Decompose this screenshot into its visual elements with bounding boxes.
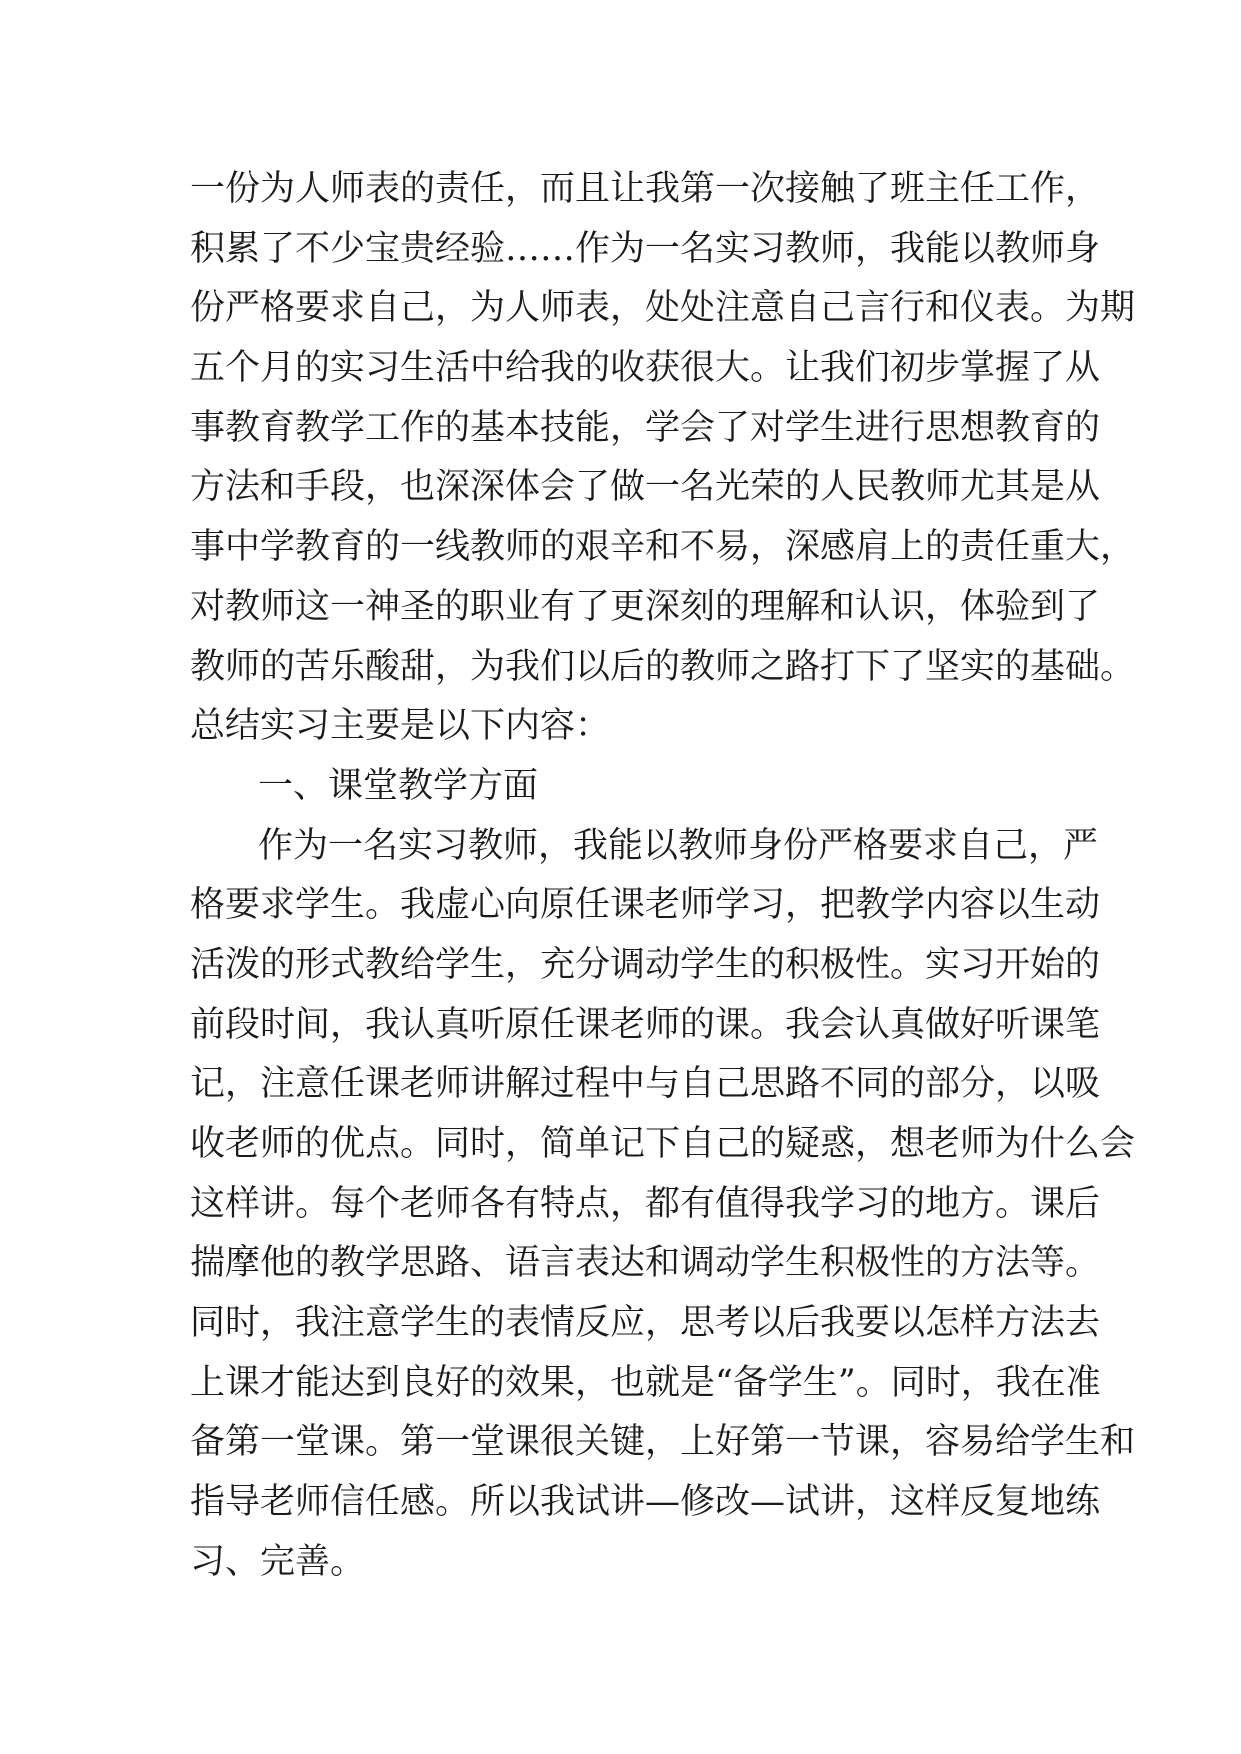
text-line: 方法和手段，也深深体会了做一名光荣的人民教师尤其是从 bbox=[190, 467, 1101, 508]
section-heading: 一、课堂教学方面 bbox=[258, 765, 539, 806]
text-line: 备第一堂课。第一堂课很关键，上好第一节课，容易给学生和 bbox=[190, 1422, 1136, 1463]
text-line: 事中学教育的一线教师的艰辛和不易，深感肩上的责任重大， bbox=[190, 527, 1136, 568]
text-line: 收老师的优点。同时，简单记下自己的疑惑，想老师为什么会 bbox=[190, 1124, 1136, 1164]
body-text bbox=[190, 160, 1136, 1593]
text-line: 同时，我注意学生的表情反应，思考以后我要以怎样方法去 bbox=[190, 1303, 1101, 1344]
text-line: 习、完善。 bbox=[190, 1541, 366, 1582]
text-line: 揣摩他的教学思路、语言表达和调动学生积极性的方法等。 bbox=[190, 1243, 1101, 1284]
text-line: 记，注意任课老师讲解过程中与自己思路不同的部分，以吸 bbox=[190, 1064, 1101, 1105]
text-line: 上课才能达到良好的效果，也就是“备学生”。同时，我在准 bbox=[190, 1362, 1101, 1403]
text-line: 总结实习主要是以下内容： bbox=[190, 706, 611, 747]
paragraph-first-line: 作为一名实习教师，我能以教师身份严格要求自己，严 bbox=[258, 825, 1099, 866]
text-line: 积累了不少宝贵经验……作为一名实习教师，我能以教师身 bbox=[190, 228, 1101, 269]
text-line: 格要求学生。我虚心向原任课老师学习，把教学内容以生动 bbox=[190, 885, 1101, 926]
text-line: 这样讲。每个老师各有特点，都有值得我学习的地方。课后 bbox=[190, 1183, 1101, 1224]
text-line: 事教育教学工作的基本技能，学会了对学生进行思想教育的 bbox=[190, 407, 1101, 448]
text-line: 教师的苦乐酸甜，为我们以后的教师之路打下了坚实的基础。 bbox=[190, 646, 1136, 687]
text-line: 一份为人师表的责任，而且让我第一次接触了班主任工作， bbox=[190, 169, 1101, 209]
text-line: 对教师这一神圣的职业有了更深刻的理解和认识，体验到了 bbox=[190, 586, 1101, 627]
text-line: 前段时间，我认真听原任课老师的课。我会认真做好听课笔 bbox=[190, 1004, 1101, 1045]
text-line: 指导老师信任感。所以我试讲—修改—试讲，这样反复地练 bbox=[190, 1482, 1101, 1523]
text-line: 份严格要求自己，为人师表，处处注意自己言行和仪表。为期 bbox=[190, 288, 1136, 329]
text-line: 五个月的实习生活中给我的收获很大。让我们初步掌握了从 bbox=[190, 348, 1101, 389]
text-line: 活泼的形式教给学生，充分调动学生的积极性。实习开始的 bbox=[190, 944, 1101, 985]
